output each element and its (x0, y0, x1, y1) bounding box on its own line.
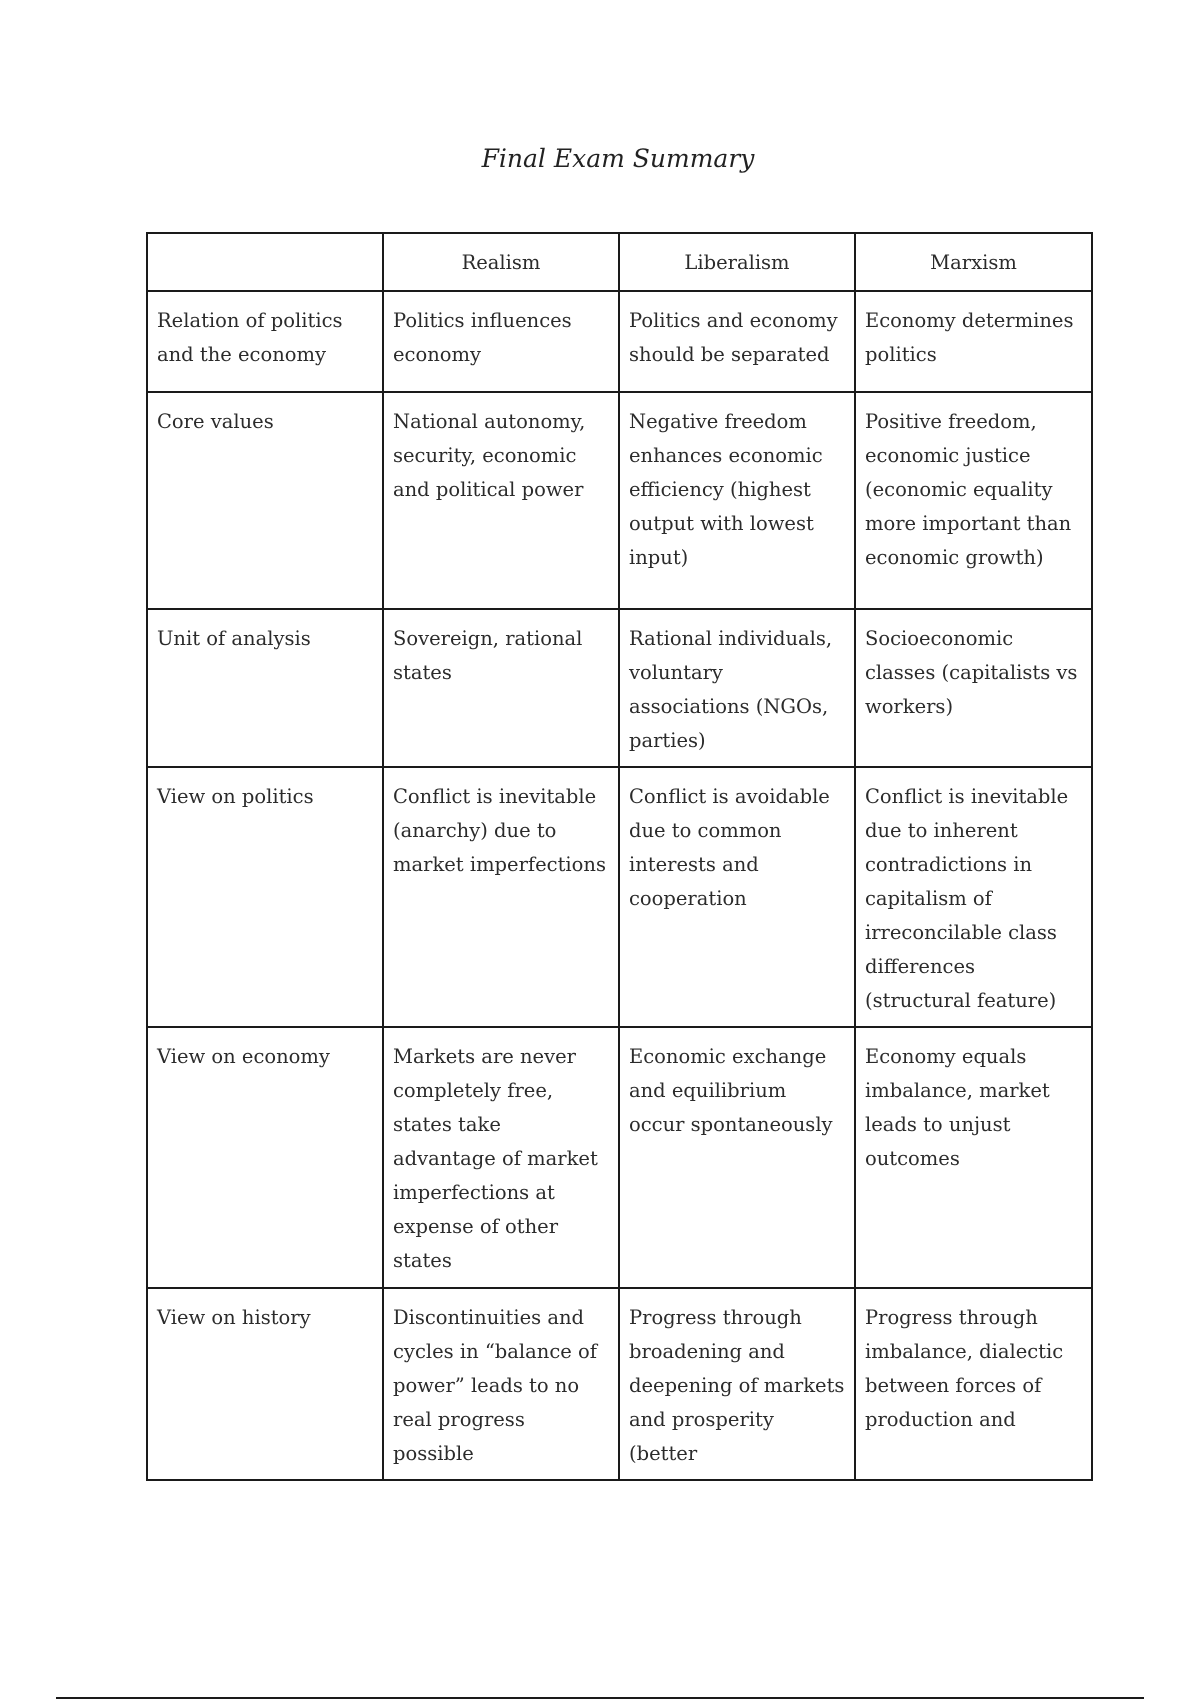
cell-realism: Politics influences economy (383, 291, 619, 392)
cell-liberalism: Politics and economy should be separated (619, 291, 855, 392)
footer-divider (56, 1697, 1144, 1699)
table-header-row (147, 233, 1092, 291)
header-corner-cell (147, 233, 383, 291)
cell-realism: National autonomy, security, economic and political power (383, 392, 619, 609)
cell-marxism: Economy determines politics (855, 291, 1092, 392)
cell-liberalism: Negative freedom enhances economic efficiency (highest output with lowest input) (619, 392, 855, 609)
document-title: Final Exam Summary (481, 144, 755, 173)
row-label: View on history (147, 1288, 383, 1480)
table-row (147, 609, 1092, 767)
row-label: View on economy (147, 1027, 383, 1288)
cell-marxism: Socioeconomic classes (capitalists vs workers) (855, 609, 1092, 767)
cell-realism: Sovereign, rational states (383, 609, 619, 767)
cell-realism: Discontinuities and cycles in “balance of power” leads to no real progress possible (383, 1288, 619, 1480)
cell-liberalism: Conflict is avoidable due to common interests and cooperation (619, 767, 855, 1027)
table-row (147, 767, 1092, 1027)
cell-marxism: Conflict is inevitable due to inherent contradictions in capitalism of irreconcilable class differences (structural feature) (855, 767, 1092, 1027)
cell-realism: Conflict is inevitable (anarchy) due to market imperfections (383, 767, 619, 1027)
table-row (147, 392, 1092, 609)
cell-marxism: Progress through imbalance, dialectic between forces of production and (855, 1288, 1092, 1480)
cell-liberalism: Progress through broadening and deepening of markets and prosperity (better (619, 1288, 855, 1480)
cell-marxism: Economy equals imbalance, market leads to unjust outcomes (855, 1027, 1092, 1288)
cell-liberalism: Rational individuals, voluntary associations (NGOs, parties) (619, 609, 855, 767)
header-marxism: Marxism (855, 233, 1092, 291)
header-realism: Realism (383, 233, 619, 291)
row-label: Relation of politics and the economy (147, 291, 383, 392)
row-label: View on politics (147, 767, 383, 1027)
cell-marxism: Positive freedom, economic justice (economic equality more important than economic growth) (855, 392, 1092, 609)
cell-realism: Markets are never completely free, states take advantage of market imperfections at expense of other states (383, 1027, 619, 1288)
row-label: Core values (147, 392, 383, 609)
table-row (147, 291, 1092, 392)
row-label: Unit of analysis (147, 609, 383, 767)
cell-liberalism: Economic exchange and equilibrium occur spontaneously (619, 1027, 855, 1288)
table-row (147, 1288, 1092, 1480)
summary-table (146, 232, 1093, 1481)
table-row (147, 1027, 1092, 1288)
header-liberalism: Liberalism (619, 233, 855, 291)
